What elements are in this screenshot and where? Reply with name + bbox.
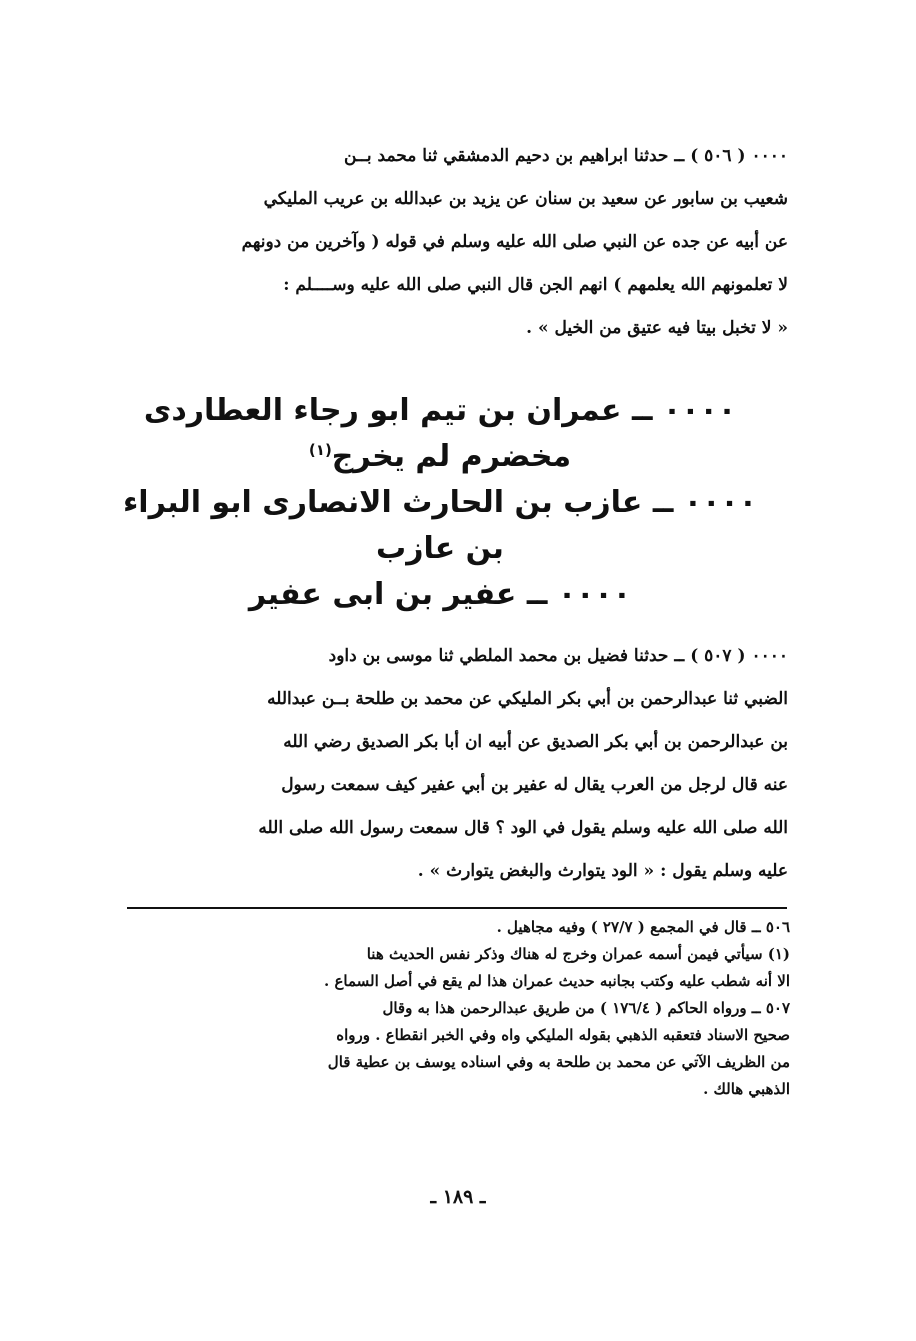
hadith-507-line-5: الله صلى الله عليه وسلم يقول في الود ؟ قال سمعت رسول الله صلى الله [258,818,788,838]
hadith-507-line-3: بن عبدالرحمن بن أبي بكر الصديق عن أبيه ان أبا بكر الصديق رضي الله [283,732,788,752]
hadith-507-line-2: الضبي ثنا عبدالرحمن بن أبي بكر المليكي عن محمد بن طلحة بــن عبدالله [267,689,788,709]
narrator-heading-imran: ٠٠٠٠ ــ عمران بن تيم ابو رجاء العطاردى [143,393,737,428]
footnote-line-4: ٥٠٧ ــ ورواه الحاكم ( ١٧٦/٤ ) من طريق عبدالرحمن هذا به وقال [382,999,790,1017]
hadith-506-paragraph [88,135,788,350]
hadith-507-line-6: عليه وسلم يقول : « الود يتوارث والبغض يتوارث » . [417,861,788,881]
hadith-506-line-5: « لا تخبل بيتا فيه عتيق من الخيل » . [526,318,788,338]
narrator-note-line [120,434,760,480]
hadith-507-paragraph [88,635,788,893]
page-number: ـ ١٨٩ ـ [430,1186,486,1208]
footnote-divider [127,907,787,909]
narrator-heading-azib-cont: بن عازب [376,531,504,566]
narrator-headings [120,388,760,618]
footnote-reference-1: (١) [308,441,332,459]
hadith-506-line-2: شعيب بن سابور عن سعيد بن سنان عن يزيد بن عبدالله بن عريب المليكي [263,189,788,209]
footnote-line-7: الذهبي هالك . [703,1080,790,1098]
hadith-506-line-4: لا تعلمونهم الله يعلمهم ) انهم الجن قال النبي صلى الله عليه وســــلم : [283,275,788,295]
footnote-line-5: صحيح الاسناد فتعقبه الذهبي بقوله المليكي واه وفي الخبر انقطاع . ورواه [336,1026,790,1044]
footnote-line-6: من الظريف الآتي عن محمد بن طلحة به وفي اسناده يوسف بن عطية قال [327,1053,790,1071]
footnote-line-2: (١) سيأتي فيمن أسمه عمران وخرج له هناك وذكر نفس الحديث هنا [366,945,790,963]
footnotes-section [78,914,790,1103]
narrator-heading-ufair: ٠٠٠٠ ــ عفير بن ابى عفير [248,577,632,612]
footnote-line-1: ٥٠٦ ــ قال في المجمع ( ٢٧/٧ ) وفيه مجاهيل . [496,918,790,936]
hadith-506-line-1: ٠٠٠٠ ( ٥٠٦ ) ــ حدثنا ابراهيم بن دحيم الدمشقي ثنا محمد بــن [343,146,788,166]
hadith-507-line-4: عنه قال لرجل من العرب يقال له عفير بن أبي عفير كيف سمعت رسول [281,775,788,795]
hadith-507-line-1: ٠٠٠٠ ( ٥٠٧ ) ــ حدثنا فضيل بن محمد الملطي ثنا موسى بن داود [328,646,788,666]
narrator-heading-azib: ٠٠٠٠ ــ عازب بن الحارث الانصارى ابو البراء [122,485,758,520]
footnote-line-3: الا أنه شطب عليه وكتب بجانبه حديث عمران هذا لم يقع في أصل السماع . [324,972,790,990]
hadith-506-line-3: عن أبيه عن جده عن النبي صلى الله عليه وسلم في قوله ( وآخرين من دونهم [241,232,788,252]
narrator-note-text: مخضرم لم يخرج [331,439,572,474]
